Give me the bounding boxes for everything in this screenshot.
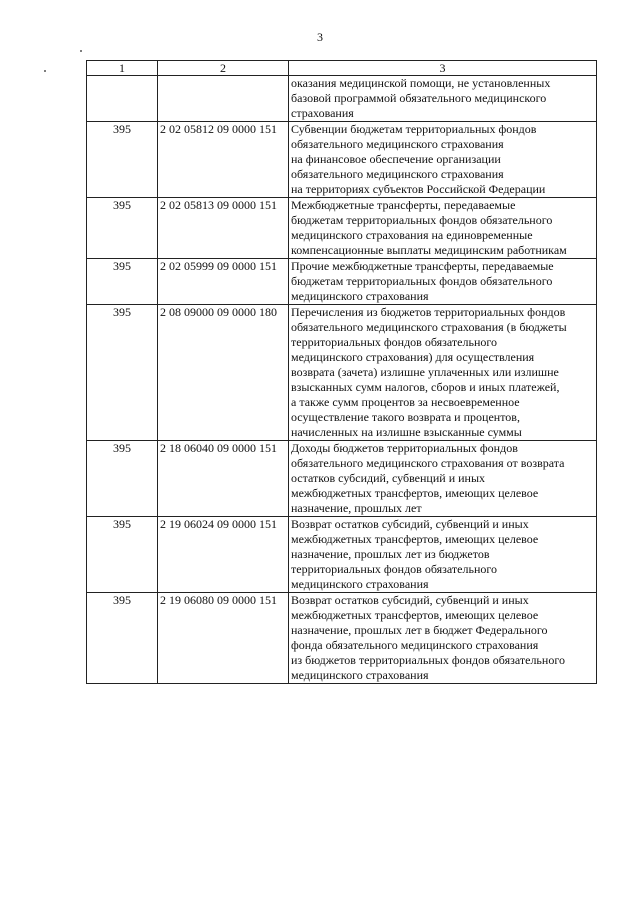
- description-line: назначение, прошлых лет в бюджет Федерального: [291, 623, 548, 637]
- description-line: остатков субсидий, субвенций и иных: [291, 471, 486, 485]
- description-line: Межбюджетные трансферты, передаваемые: [291, 198, 516, 212]
- description-line: Возврат остатков субсидий, субвенций и иных: [291, 517, 529, 531]
- table-row: [87, 259, 597, 305]
- description-line: бюджетам территориальных фондов обязательного: [291, 274, 553, 288]
- description-line: обязательного медицинского страхования: [291, 137, 504, 151]
- table-row: [87, 441, 597, 517]
- table-row: [87, 198, 597, 259]
- description-line: Субвенции бюджетам территориальных фондов: [291, 122, 537, 136]
- description-line: назначение, прошлых лет из бюджетов: [291, 547, 490, 561]
- admin-code-cell: 395: [87, 517, 158, 593]
- table-row: [87, 76, 597, 122]
- description-cell: [289, 76, 597, 122]
- admin-code-cell: 395: [87, 198, 158, 259]
- description-line: обязательного медицинского страхования: [291, 167, 504, 181]
- description-line: бюджетам территориальных фондов обязательного: [291, 213, 553, 227]
- column-header-1: 1: [87, 61, 158, 76]
- budget-code-cell: 2 19 06024 09 0000 151: [158, 517, 289, 593]
- description-line: медицинского страхования) для осуществления: [291, 350, 535, 364]
- description-line: возврата (зачета) излишне уплаченных или излишне: [291, 365, 559, 379]
- description-line: территориальных фондов обязательного: [291, 562, 498, 576]
- description-line: обязательного медицинского страхования (в бюджеты: [291, 320, 567, 334]
- scan-speck: [44, 70, 46, 72]
- description-line: Прочие межбюджетные трансферты, передаваемые: [291, 259, 554, 273]
- description-line: на территориях субъектов Российской Федерации: [291, 182, 546, 196]
- description-line: Возврат остатков субсидий, субвенций и иных: [291, 593, 529, 607]
- description-cell: [289, 259, 597, 305]
- admin-code-cell: 395: [87, 259, 158, 305]
- admin-code-cell: 395: [87, 122, 158, 198]
- admin-code-cell: 395: [87, 305, 158, 441]
- description-line: из бюджетов территориальных фондов обязательного: [291, 653, 565, 667]
- column-header-2: 2: [158, 61, 289, 76]
- description-line: межбюджетных трансфертов, имеющих целевое: [291, 608, 539, 622]
- table-row: [87, 305, 597, 441]
- description-cell: [289, 122, 597, 198]
- budget-code-cell: 2 02 05813 09 0000 151: [158, 198, 289, 259]
- admin-code-cell: [87, 76, 158, 122]
- description-cell: [289, 517, 597, 593]
- description-line: обязательного медицинского страхования от возврата: [291, 456, 565, 470]
- description-line: взысканных сумм налогов, сборов и иных платежей,: [291, 380, 560, 394]
- description-line: территориальных фондов обязательного: [291, 335, 498, 349]
- table-row: [87, 517, 597, 593]
- budget-code-cell: 2 02 05999 09 0000 151: [158, 259, 289, 305]
- column-header-3: 3: [289, 61, 597, 76]
- budget-code-cell: 2 08 09000 09 0000 180: [158, 305, 289, 441]
- budget-code-cell: 2 19 06080 09 0000 151: [158, 593, 289, 684]
- table-header-row: [87, 61, 597, 76]
- admin-code-cell: 395: [87, 441, 158, 517]
- budget-code-cell: [158, 76, 289, 122]
- page-number: 3: [317, 30, 323, 44]
- table-row: [87, 122, 597, 198]
- description-cell: [289, 198, 597, 259]
- description-cell: [289, 441, 597, 517]
- description-line: компенсационные выплаты медицинским работникам: [291, 243, 567, 257]
- description-line: межбюджетных трансфертов, имеющих целевое: [291, 486, 539, 500]
- table-row: [87, 593, 597, 684]
- description-line: медицинского страхования: [291, 289, 429, 303]
- description-line: осуществление такого возврата и процентов,: [291, 410, 520, 424]
- description-line: медицинского страхования: [291, 668, 429, 682]
- description-line: начисленных на излишне взысканные суммы: [291, 425, 522, 439]
- scan-speck: [80, 50, 82, 52]
- description-line: фонда обязательного медицинского страхования: [291, 638, 539, 652]
- description-line: медицинского страхования: [291, 577, 429, 591]
- description-cell: [289, 593, 597, 684]
- description-cell: [289, 305, 597, 441]
- budget-code-cell: 2 02 05812 09 0000 151: [158, 122, 289, 198]
- table-body: [87, 76, 597, 684]
- description-line: межбюджетных трансфертов, имеющих целевое: [291, 532, 539, 546]
- description-line: а также сумм процентов за несвоевременное: [291, 395, 520, 409]
- description-line: оказания медицинской помощи, не установленных: [291, 76, 551, 90]
- description-line: базовой программой обязательного медицинского: [291, 91, 547, 105]
- description-line: страхования: [291, 106, 354, 120]
- description-line: Перечисления из бюджетов территориальных фондов: [291, 305, 566, 319]
- admin-code-cell: 395: [87, 593, 158, 684]
- description-line: Доходы бюджетов территориальных фондов: [291, 441, 518, 455]
- budget-classification-table: [86, 60, 597, 684]
- description-line: медицинского страхования на единовременные: [291, 228, 533, 242]
- description-line: назначение, прошлых лет: [291, 501, 422, 515]
- budget-code-cell: 2 18 06040 09 0000 151: [158, 441, 289, 517]
- description-line: на финансовое обеспечение организации: [291, 152, 501, 166]
